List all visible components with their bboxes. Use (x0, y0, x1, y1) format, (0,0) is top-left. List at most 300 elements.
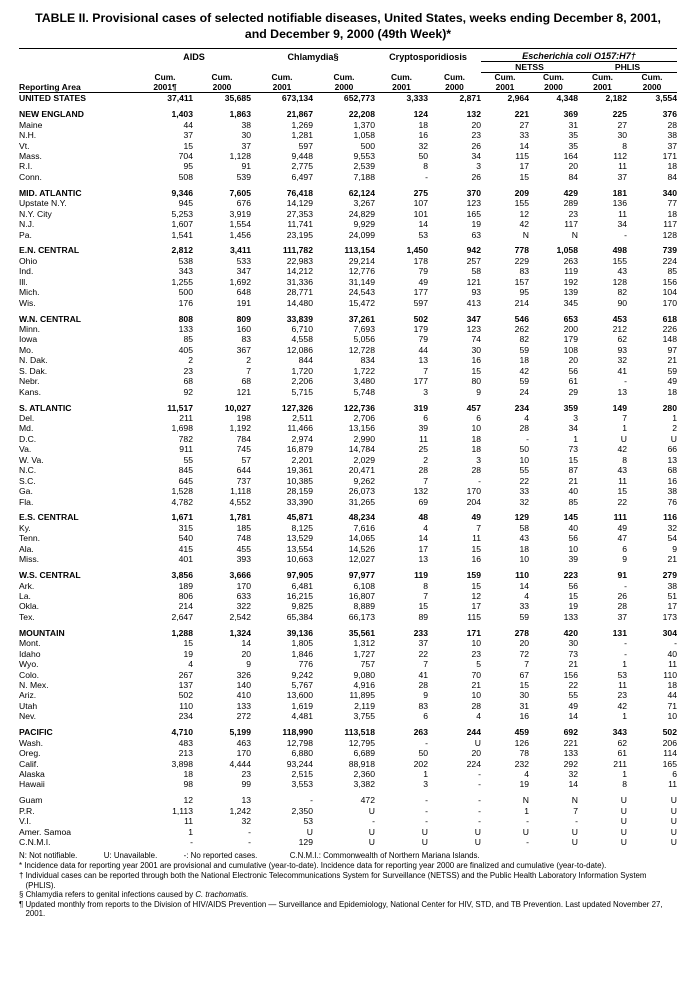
row-value: 110 (515, 570, 529, 581)
row-value: 22 (568, 680, 578, 691)
row-value: 2,360 (353, 769, 375, 780)
row-value: 326 (236, 669, 251, 680)
row-value: 40 (667, 648, 677, 659)
row-value: 15 (183, 140, 193, 151)
row-value: 13,156 (348, 423, 375, 434)
row-value: 12,795 (348, 737, 375, 748)
row-value: 8 (423, 580, 428, 591)
row-value: 809 (236, 313, 251, 324)
row-value: 26 (471, 171, 481, 182)
row-value: 44 (418, 344, 428, 355)
row-value: 9,448 (291, 150, 313, 161)
row-value: 22 (519, 475, 529, 486)
row-value: 112 (613, 150, 627, 161)
table-row (19, 434, 677, 444)
row-value: 53 (617, 669, 627, 680)
row-value: N (522, 795, 529, 806)
row-value: U (620, 816, 627, 827)
row-value: 128 (612, 276, 627, 287)
row-value: 18 (183, 769, 193, 780)
row-value: 93 (617, 344, 627, 355)
row-value: 14,129 (286, 198, 313, 209)
row-value: 29,214 (348, 255, 375, 266)
row-value: 42 (519, 365, 529, 376)
footnote-text: Individual cases can be reported through both the National Electronic Telecommunications System for Surveillance (NETSS) and the Public Health Laboratory Information System (PHLIS). (25, 870, 647, 890)
row-value: 37 (183, 130, 193, 141)
row-value: 69 (418, 496, 428, 507)
table-row (19, 759, 677, 769)
row-value: 48 (418, 512, 428, 523)
row-value: 7 (622, 413, 627, 424)
row-value: 1,269 (291, 119, 313, 130)
row-value: 29 (568, 386, 578, 397)
footnote-symbol: * (19, 861, 23, 871)
row-value: 7 (423, 591, 428, 602)
row-value: 137 (178, 680, 193, 691)
row-value: 1,863 (229, 109, 251, 120)
row-area-label: N. Dak. (19, 355, 48, 366)
row-value: 53 (303, 816, 313, 827)
row-value: 43 (519, 533, 529, 544)
row-area-label: Conn. (19, 171, 42, 182)
row-value: 85 (183, 334, 193, 345)
row-value: 28 (471, 700, 481, 711)
row-area-label: S.C. (19, 475, 36, 486)
row-value: 56 (568, 580, 578, 591)
row-value: 2,775 (291, 161, 313, 172)
row-value: 23 (471, 130, 481, 141)
row-value: 148 (662, 334, 677, 345)
row-value: 15,472 (348, 297, 375, 308)
row-area-label: Mo. (19, 344, 34, 355)
row-value: 5 (476, 659, 481, 670)
row-value: 115 (467, 611, 481, 622)
col-line1: Cum. (271, 72, 293, 83)
row-value: 38 (667, 580, 677, 591)
row-value: U (670, 433, 677, 444)
row-value: 114 (663, 748, 677, 759)
row-value: - (674, 638, 677, 649)
row-value: U (571, 826, 578, 837)
row-value: 14 (519, 580, 529, 591)
row-value: 463 (236, 737, 251, 748)
row-value: 376 (662, 109, 677, 120)
row-value: 232 (514, 758, 529, 769)
row-value: 11 (618, 475, 627, 486)
table-row (19, 93, 677, 104)
footnote-dagger (19, 871, 677, 890)
row-value: 2,647 (171, 611, 193, 622)
table-row (19, 638, 677, 648)
table-row (19, 151, 677, 161)
row-value: 748 (236, 533, 251, 544)
row-value: 1,607 (171, 219, 193, 230)
row-value: 6,481 (291, 580, 313, 591)
row-value: 23 (183, 365, 193, 376)
row-area-label: Nebr. (19, 376, 40, 387)
footnote-text: Chlamydia refers to genital infections caused by C. trachomatis. (25, 890, 249, 900)
row-area-label: Tenn. (19, 533, 41, 544)
row-area-label: Upstate N.Y. (19, 198, 67, 209)
row-value: 39 (418, 423, 428, 434)
row-value: 170 (236, 580, 251, 591)
row-value: 170 (236, 748, 251, 759)
column-header-aids-2000 (193, 73, 251, 93)
row-value: 110 (179, 700, 193, 711)
row-value: 502 (662, 727, 677, 738)
row-value: 14 (568, 711, 578, 722)
row-value: 136 (612, 198, 627, 209)
row-value: 1,128 (229, 150, 251, 161)
row-value: 14 (241, 638, 251, 649)
row-value: 776 (298, 659, 313, 670)
table-row (19, 816, 677, 826)
row-value: 10 (471, 690, 481, 701)
row-area-label: Okla. (19, 601, 40, 612)
row-value: 192 (563, 276, 578, 287)
row-value: 83 (418, 700, 428, 711)
row-value: 42 (617, 444, 627, 455)
row-value: 177 (413, 376, 428, 387)
row-value: 704 (178, 150, 193, 161)
row-value: 50 (418, 150, 428, 161)
table-row (19, 120, 677, 130)
column-header-phlis-2000 (627, 73, 677, 93)
row-value: 9 (476, 386, 481, 397)
row-value: 92 (183, 386, 193, 397)
row-value: 23 (471, 648, 481, 659)
row-value: 91 (241, 161, 251, 172)
row-value: U (522, 826, 529, 837)
table-row (19, 298, 677, 308)
row-value: 121 (466, 276, 481, 287)
row-value: 27 (519, 119, 529, 130)
row-value: 1 (622, 659, 627, 670)
row-value: 13 (617, 386, 627, 397)
row-value: U (620, 433, 627, 444)
row-value: 1,058 (556, 245, 578, 256)
row-value: 61 (617, 748, 627, 759)
row-value: 181 (612, 187, 627, 198)
row-value: 782 (178, 433, 193, 444)
row-value: 3 (423, 779, 428, 790)
row-value: 11 (618, 161, 627, 172)
row-value: 18 (667, 386, 677, 397)
row-value: 140 (236, 680, 251, 691)
row-value: 71 (667, 700, 677, 711)
row-value: 28 (418, 680, 428, 691)
row-value: 15 (519, 171, 529, 182)
row-value: 34 (568, 423, 578, 434)
legend-no-reported-cases: -: No reported cases. (183, 850, 258, 860)
row-value: 14 (568, 779, 578, 790)
row-value: 33 (519, 601, 529, 612)
row-value: 40 (568, 486, 578, 497)
row-value: 23,195 (286, 229, 313, 240)
row-area-label: W.N. CENTRAL (19, 313, 82, 324)
row-value: 19 (183, 648, 193, 659)
col-line2: 2000 (212, 81, 232, 92)
row-value: 15 (617, 486, 627, 497)
row-value: 1,528 (171, 486, 193, 497)
row-value: 2,542 (229, 611, 251, 622)
row-value: 8 (622, 779, 627, 790)
row-value: 32 (418, 140, 428, 151)
row-value: 3,856 (171, 570, 193, 581)
row-value: 272 (236, 711, 251, 722)
row-area-label: N.Y. City (19, 208, 52, 219)
row-area-label: Calif. (19, 758, 39, 769)
row-value: 204 (466, 496, 481, 507)
group-header-row (19, 51, 677, 62)
row-value: 26 (471, 140, 481, 151)
row-value: 14 (519, 140, 529, 151)
row-value: 95 (519, 287, 529, 298)
row-value: 50 (418, 748, 428, 759)
row-value: 2,964 (481, 93, 529, 104)
row-value: 50 (519, 444, 529, 455)
group-header-ecoli: Escherichia coli O157:H7† (481, 51, 677, 62)
row-value: 63 (471, 229, 481, 240)
row-value: 31,149 (348, 276, 375, 287)
row-value: 3 (476, 161, 481, 172)
row-value: 214 (178, 601, 193, 612)
row-value: 5,056 (353, 334, 375, 345)
row-value: 19 (519, 779, 529, 790)
row-value: 189 (178, 580, 193, 591)
legend-row (19, 851, 677, 861)
table-row (19, 570, 677, 580)
row-area-label: Pa. (19, 229, 32, 240)
row-value: 82 (617, 287, 627, 298)
row-value: 31,265 (348, 496, 375, 507)
row-value: 21 (471, 680, 481, 691)
row-area-label: E.S. CENTRAL (19, 512, 79, 523)
row-value: 37 (241, 140, 251, 151)
row-value: 8,125 (291, 522, 313, 533)
row-value: 16,215 (286, 591, 313, 602)
table-row (19, 172, 677, 182)
table-row (19, 512, 677, 522)
row-value: - (425, 795, 428, 806)
row-value: 2,201 (291, 454, 313, 465)
row-value: 229 (514, 255, 529, 266)
row-value: 2,206 (291, 376, 313, 387)
row-value: 173 (662, 611, 677, 622)
row-value: 33 (519, 486, 529, 497)
row-value: 110 (663, 669, 677, 680)
row-value: U (670, 805, 677, 816)
row-value: 62 (617, 334, 627, 345)
row-value: 1,324 (229, 627, 251, 638)
row-value: 539 (236, 171, 251, 182)
row-value: 32 (519, 496, 529, 507)
row-value: 22,208 (348, 109, 375, 120)
row-area-label: Fla. (19, 496, 34, 507)
row-value: 2,511 (292, 413, 313, 424)
row-value: 692 (563, 727, 578, 738)
row-value: 13 (241, 795, 251, 806)
row-value: 11 (618, 680, 627, 691)
row-value: - (478, 475, 481, 486)
row-value: 5,199 (229, 727, 251, 738)
row-value: 160 (236, 324, 251, 335)
footnote-symbol: § (19, 890, 24, 900)
row-value: 54 (667, 533, 677, 544)
column-header-netss-2001 (481, 73, 529, 93)
table-row (19, 727, 677, 737)
row-value: 85 (667, 266, 677, 277)
row-value: 59 (667, 365, 677, 376)
row-value: 83 (519, 266, 529, 277)
row-value: 56 (568, 365, 578, 376)
row-value: 24,543 (348, 287, 375, 298)
table-row (19, 413, 677, 423)
row-value: 84 (568, 171, 578, 182)
row-value: 30 (519, 690, 529, 701)
row-value: 126 (514, 737, 529, 748)
row-value: 1 (672, 413, 677, 424)
row-value: 89 (418, 611, 428, 622)
table-row (19, 266, 677, 276)
row-value: 653 (563, 313, 578, 324)
row-value: 1,698 (171, 423, 193, 434)
table-row (19, 612, 677, 622)
row-value: 1,281 (291, 130, 313, 141)
row-value: 202 (413, 758, 428, 769)
row-value: 97,905 (286, 570, 313, 581)
row-value: 1 (423, 769, 428, 780)
row-area-label: S. Dak. (19, 365, 48, 376)
row-value: 1 (188, 826, 193, 837)
row-value: - (526, 816, 529, 827)
row-value: 7 (246, 365, 251, 376)
row-value: 2,871 (428, 93, 481, 104)
row-value: 13 (418, 554, 428, 565)
row-value: U (368, 805, 375, 816)
row-value: 9,825 (291, 601, 313, 612)
row-value: 11 (668, 659, 677, 670)
row-value: 12,798 (286, 737, 313, 748)
row-value: - (425, 737, 428, 748)
row-value: 90 (617, 297, 627, 308)
row-value: 132 (413, 486, 428, 497)
column-header-row (19, 73, 677, 93)
row-value: 6 (423, 711, 428, 722)
row-area-label: S. ATLANTIC (19, 402, 72, 413)
row-value: 28,159 (286, 486, 313, 497)
row-value: U (620, 805, 627, 816)
row-value: 15 (568, 454, 578, 465)
row-value: 170 (662, 297, 677, 308)
row-value: 10 (471, 423, 481, 434)
row-value: 111,782 (282, 245, 313, 256)
row-value: 11,517 (167, 402, 193, 413)
row-value: U (368, 826, 375, 837)
row-value: 171 (466, 627, 481, 638)
row-area-label: Ind. (19, 266, 34, 277)
column-header-chlamydia-2001 (251, 73, 313, 93)
row-value: 49 (667, 376, 677, 387)
row-value: 38 (667, 486, 677, 497)
row-area-label: Hawaii (19, 779, 45, 790)
row-value: 3,666 (229, 570, 251, 581)
row-value: 4 (524, 413, 529, 424)
row-value: 234 (514, 402, 529, 413)
row-value: 119 (414, 570, 428, 581)
row-value: 340 (662, 187, 677, 198)
row-value: 7 (476, 522, 481, 533)
row-value: 28 (519, 423, 529, 434)
row-value: N (571, 229, 578, 240)
table-row (19, 690, 677, 700)
row-value: 133 (178, 324, 193, 335)
row-value: 4,444 (229, 758, 251, 769)
row-value: 91 (617, 570, 627, 581)
row-value: U (620, 795, 627, 806)
row-value: 1,671 (171, 512, 193, 523)
row-value: 4,710 (171, 727, 193, 738)
row-area-label: V.I. (19, 816, 32, 827)
col-line2: 2001¶ (153, 81, 177, 92)
row-value: 156 (662, 276, 677, 287)
row-value: 834 (360, 355, 375, 366)
row-value: 7,605 (229, 187, 251, 198)
row-value: 155 (612, 255, 627, 266)
row-value: 49 (568, 700, 578, 711)
row-value: 122,736 (343, 402, 375, 413)
row-value: N (571, 795, 578, 806)
row-value: U (474, 837, 481, 848)
row-value: 500 (360, 140, 375, 151)
row-value: 737 (236, 475, 251, 486)
row-value: 12 (183, 795, 193, 806)
row-area-label: N.J. (19, 219, 35, 230)
row-value: 108 (563, 344, 578, 355)
footnote-pilcrow (19, 900, 677, 919)
row-value: U (571, 837, 578, 848)
row-value: - (624, 580, 627, 591)
row-value: 401 (178, 554, 193, 565)
row-value: 533 (236, 255, 251, 266)
row-value: 32 (667, 522, 677, 533)
row-value: 30 (568, 638, 578, 649)
row-value: 11 (472, 533, 481, 544)
row-value: 164 (563, 150, 578, 161)
table-row (19, 649, 677, 659)
row-value: 111 (613, 512, 627, 523)
table-row (19, 387, 677, 397)
table-row (19, 209, 677, 219)
table-row (19, 277, 677, 287)
row-value: - (624, 229, 627, 240)
row-value: 221 (563, 737, 578, 748)
row-value: 739 (662, 245, 677, 256)
row-value: 115 (515, 150, 529, 161)
row-value: 39,136 (286, 627, 313, 638)
row-value: 157 (514, 276, 529, 287)
row-value: 4 (524, 591, 529, 602)
row-value: 2,350 (291, 805, 313, 816)
row-area-label: Md. (19, 423, 34, 434)
row-value: 21 (667, 554, 677, 565)
row-value: 58 (471, 266, 481, 277)
row-area-label: N.H. (19, 130, 37, 141)
row-value: 119 (564, 266, 578, 277)
row-value: 315 (178, 522, 193, 533)
row-value: 58 (519, 522, 529, 533)
table-row (19, 748, 677, 758)
